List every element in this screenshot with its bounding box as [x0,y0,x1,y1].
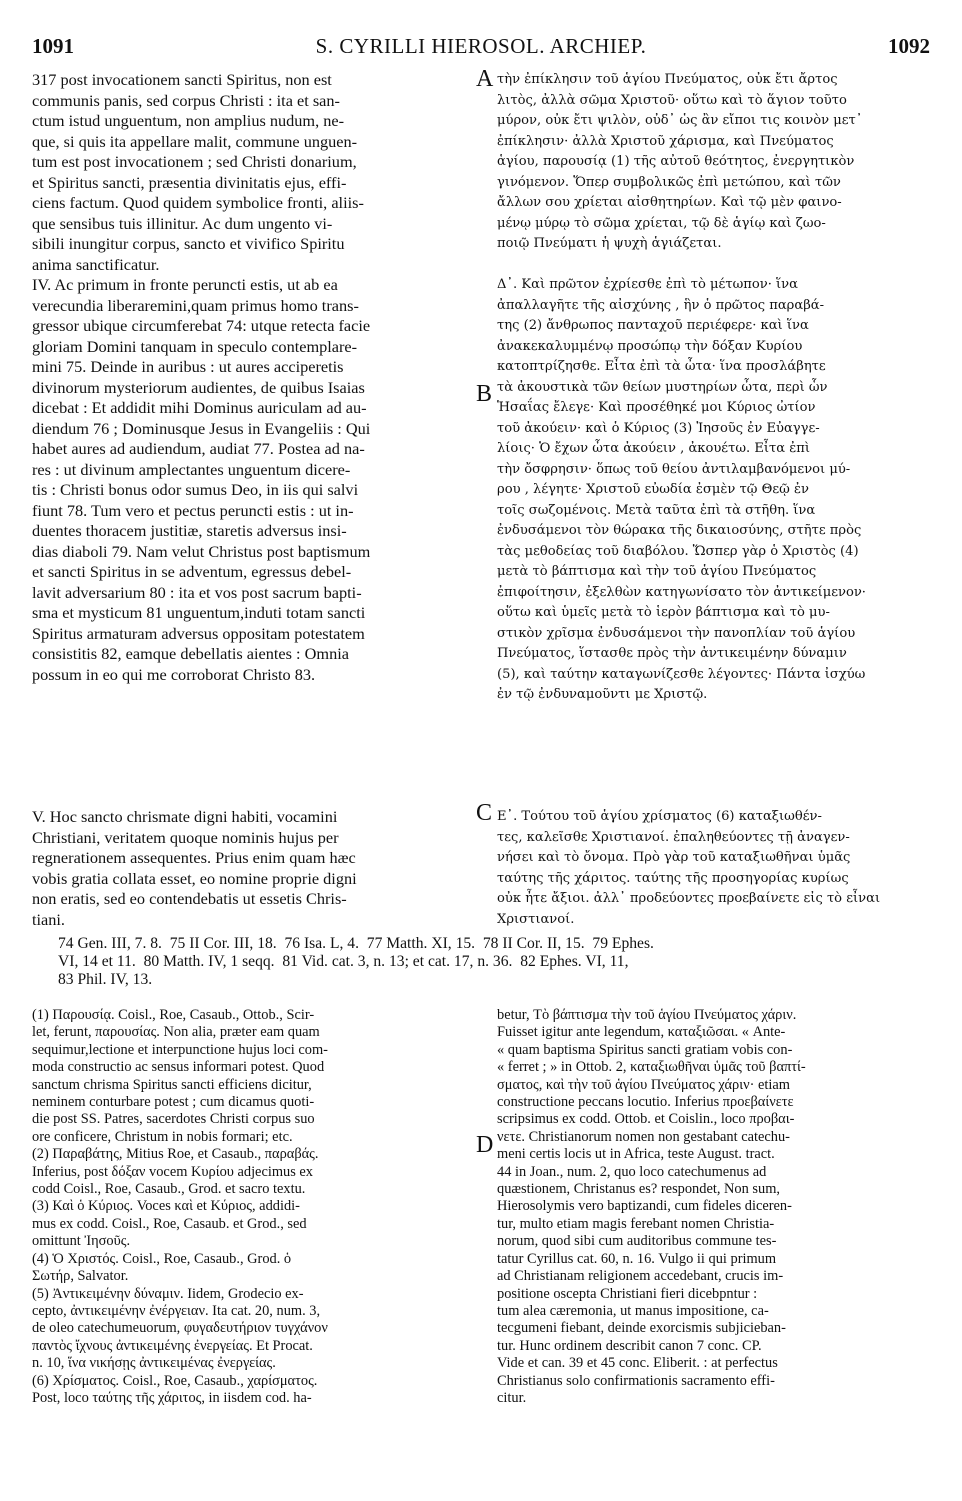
greek-text-line: Ε᾽. Τούτου τοῦ ἁγίου χρίσματος (6) καταξιωθέν- [497,809,822,824]
footnote-line: sanctum chrisma Spiritus sancti efficiens dicitur, [32,1076,312,1093]
greek-text-line: νήσει καὶ τὸ ὄνομα. Πρὸ γὰρ τοῦ καταξιωθῆναι ὑμᾶς [497,850,851,865]
latin-text-line: que sensibus tuis illinitur. Ac dum ungento vi- [32,213,333,233]
greek-text-line: τὴν ὄσφρησιν· ὅπως τοῦ θείου ἀντιλαμβανόμενοι μύ- [497,461,851,477]
footnote-line: sequimur,lectione et interpunctione hujus loci com- [32,1041,328,1058]
footnote-line: omittunt Ἰησοῦς. [32,1233,131,1250]
footnote-line: mus ex codd. Coisl., Roe, Casaub. et Grod., sed [32,1215,307,1232]
latin-text-line: Spiritus armaturam adversus oppositam potestatem [32,623,365,643]
greek-text-line: οὐκ ἦτε ἄξιοι. ἀλλ᾽ προδεύοντες προεβαίνετε εἰς τὸ εἶναι [497,891,881,906]
margin-letter-c: C [476,800,493,826]
greek-text-line: τὴν ἐπίκλησιν τοῦ ἁγίου Πνεύματος, οὐκ ἔτι ἄρτος [497,72,838,87]
latin-text-line: fiunt 78. Tum vero et pectus peruncti estis : ut in- [32,500,354,520]
greek-text-line: ἐνδυσάμενοι τὸν θώρακα τῆς δικαιοσύνης, στῆτε πρὸς [497,523,862,538]
latin-text-line: tum est post invocationem ; sed Christi donarium, [32,152,357,171]
footnote-line: νετε. Christianorum nomen non gestabant catechu- [497,1128,790,1145]
latin-text-line: dicebat : Et addidit mihi Dominus auriculam ad au- [32,398,367,417]
footnote-line: citur. [497,1389,527,1406]
footnotes-right [497,1007,937,1407]
latin-text-line: tis : Christi bonus odor sumus Deo, in iis qui salvi [32,480,359,499]
footnote-line: Christianus solo confirmationis sacramento effi- [497,1372,775,1389]
greek-text-line: της (2) ἄνθρωπος πανταχοῦ περιέφερε· καὶ ἵνα [497,318,809,333]
greek-text-line: γινόμενον. Ὅπερ συμβολικῶς ἐπὶ μετώπου, καὶ τῶν [497,174,841,190]
greek-text-line: Χριστιανοί. [497,911,575,927]
footnote-line: σματος, καὶ τὴν τοῦ ἁγίου Πνεύματος χάριν· etiam [497,1076,790,1093]
greek-text-line: ἀνακεκαλυμμένῳ προσώπῳ τὴν δόξαν Κυρίου [497,338,803,354]
greek-text-line: ταύτης τῆς χάριτος. ταύτης τῆς προσηγορίας κυρίως [497,870,849,886]
greek-text-line: οὕτω καὶ ὑμεῖς μετὰ τὸ ἱερὸν βάπτισμα καὶ τὸ μυ- [497,605,830,620]
footnote-line: meni certis locis ut in Africa, teste August. tract. [497,1146,775,1163]
latin-text-line: possum in eo qui me corroborat Christo 83. [32,664,316,684]
footnote-line: scripsimus ex codd. Ottob. et Coislin., loco προβαι- [497,1111,795,1128]
latin-text-line: ciens factum. Quod quidem symbolice fronti, aliis- [32,193,364,212]
latin-text-line: gressor ubique circumferebat 74: utque retecta facie [32,316,371,335]
latin-text-line: sma et mysticum 81 unguentum,induti totam sancti [32,603,366,622]
footnote-line: Σωτήρ, Salvator. [32,1268,129,1285]
latin-text-line: IV. Ac primum in fronte peruncti estis, ut ab ea [32,275,338,294]
footnote-line: tecgumeni fiebant, deinde exorcismis subjicieban- [497,1320,786,1337]
latin-text-line: et sancti Spiritus in se adventum, egressus debel- [32,562,352,581]
latin-text-line: lavit adversarium 80 : ita et vos post sacrum bapti- [32,582,362,602]
greek-text-line [497,255,935,276]
greek-text-line: ἄλλων σου χρίεται αἰσθητηρίων. Καὶ τῷ μὲν φαινο- [497,195,842,210]
latin-text-line: communis panis, sed corpus Christi : ita et san- [32,90,340,110]
greek-text-line: λίοις· Ὁ ἔχων ὦτα ἀκούειν , ἀκουέτω. Εἶτα ἐπὶ [497,441,811,456]
greek-text-line: μετὰ τὸ βάπτισμα καὶ τὴν τοῦ ἁγίου Πνεύματος [497,564,817,579]
reference-line: 74 Gen. III, 7. 8. 75 II Cor. III, 18. 76 Isa. L, 4. 77 Matth. XI, 15. 78 II Cor. II, 15. 79 Ephes. [58,935,654,952]
scripture-references [58,935,938,990]
footnote-line: tur. Hunc ordinem describit canon 7 conc. CP. [497,1337,762,1354]
latin-text-line: que, si quis ita appellare malit, commune unguen- [32,131,358,151]
latin-text-line: ctum istud unguentum, non amplius nudum, ne- [32,111,345,130]
footnote-line: παντὸς ἴχνους ἀντικειμένης ἐνεργείας. Et Procat. [32,1337,313,1354]
greek-column-main [497,70,935,706]
latin-text-line: non eratis, sed eo contendebatis ut essetis Chris- [32,889,347,908]
footnote-line: 44 in Joan., num. 2, quo loco catechumenus ad [497,1163,767,1180]
footnote-line: Inferius, post δόξαν vocem Κυρίου adjecimus ex [32,1163,314,1180]
latin-text-line: anima sanctificatur. [32,254,160,274]
greek-text-line: ἐπιφοίτησιν, ἐξελθὼν κατηγωνίσατο τὸν ἀντικείμενον· [497,584,866,600]
latin-text-line: consistitis 82, eamque debellatis aientes : Omnia [32,644,349,663]
footnote-line: constructione peccans locutio. Inferius προεβαίνετε [497,1094,794,1111]
footnote-line: Post, loco ταύτης τῆς χάριτος, in iisdem cod. ha- [32,1389,312,1406]
footnote-line: codd Coisl., Roe, Casaub., Grod. et sacro textu. [32,1181,306,1198]
latin-text-line: tiani. [32,909,66,929]
footnote-line: neminem conturbare potest ; cum dicamus quoti- [32,1094,315,1111]
footnote-line: norum, quod sibi cum auditoribus commune tes- [497,1233,777,1250]
footnote-line: de oleo catechumeuorum, φυγαδευτήριον τυγχάνον [32,1320,328,1337]
footnote-line: let, ferunt, παρουσίας. Non alia, præter eam quam [32,1024,320,1041]
latin-text-line: verecundia liberaremini,quam primus homo trans- [32,295,359,315]
footnote-line: (1) Παρουσίᾳ. Coisl., Roe, Casaub., Ottob., Scir- [32,1007,315,1023]
latin-text-line: habet aures ad audiendum, audiat 77. Postea ad na- [32,439,365,458]
latin-text-line: gloriam Domini tanquam in speculo contemplare- [32,336,358,356]
greek-text-line: Πνεύματος, ἵστασθε πρὸς τὴν ἀντικειμένην δύναμιν [497,646,847,661]
footnote-line: die post SS. Patres, sacerdotes Christi corpus suo [32,1111,315,1128]
greek-text-line: τοῦ ἀκούειν· καὶ ὁ Κύριος (3) Ἰησοῦς ἐν Εὐαγγε- [497,420,820,436]
latin-text-line: et Spiritus sancti, præsentia divinitatis ejus, effi- [32,172,347,192]
footnote-line: (2) Παραβάτης, Mitius Roe, et Casaub., παραβάς. [32,1146,319,1163]
reference-line: VI, 14 et 11. 80 Matth. IV, 1 seqq. 81 Vid. cat. 3, n. 13; et cat. 17, n. 36. 82 Ephes. VI, 11, [58,953,629,971]
greek-text-line: ἐπίκλησιν· ἀλλὰ Χριστοῦ χάρισμα, καὶ Πνεύματος [497,133,834,149]
footnote-line: « quam baptisma Spiritus sancti gratiam vobis con- [497,1041,793,1058]
running-title: S. CYRILLI HIEROSOL. ARCHIEP. [315,34,647,58]
footnote-line: positione oscepta Christiani fieri dicebpntur : [497,1285,758,1302]
greek-text-line: μύρον, οὐκ ἔτι ψιλὸν, οὐδ᾽ ὡς ἂν εἴποι τις κοινὸν μετ᾽ [497,113,863,128]
footnote-line: moda constructio ac sensus informari potest. Quod [32,1059,325,1076]
margin-letter-b: B [476,381,493,407]
footnote-line: Fuisset igitur ante legendum, καταξιῶσαι. « Ante- [497,1024,786,1041]
greek-text-line: μένῳ μύρῳ τὸ σῶμα χρίεται, τῷ δὲ ἁγίῳ καὶ ζωο- [497,215,826,231]
greek-text-line: τες, καλεῖσθε Χριστιανοί. ἐπαληθεύοντες τῇ ἀναγεν- [497,829,850,845]
footnote-line: tur, multo etiam magis ferebant nomen Christia- [497,1215,775,1232]
greek-text-line: τὰς μεθοδείας τοῦ διαβόλου. Ὥσπερ γὰρ ὁ Χριστὸς (4) [497,543,859,559]
greek-text-line: κατοπτρίζησθε. Εἶτα ἐπὶ τὰ ὦτα· ἵνα προσλάβητε [497,359,826,374]
latin-text-line: V. Hoc sancto chrismate digni habiti, vocamini [32,807,338,826]
page-number-left: 1091 [32,34,74,58]
latin-text-line: sibili inungitur corpus, sancto et vivifico Spiritu [32,234,345,253]
footnote-line: ore conficere, Christum in nobis formari; etc. [32,1128,293,1145]
latin-text-line: dias diaboli 79. Nam velut Christus post baptismum [32,541,371,561]
footnote-line: Vide et can. 39 et 45 conc. Eliberit. : at perfectus [497,1355,778,1372]
latin-text-line: Christiani, veritatem quoque nominis hujus per [32,827,339,847]
latin-text-line: divinorum mysteriorum audientes, de quibus Isaias [32,377,365,397]
footnote-line: betur, Τὸ βάπτισμα τὴν τοῦ ἁγίου Πνεύματος χάριν. [497,1007,797,1023]
greek-text-line: λιτὸς, ἀλλὰ σῶμα Χριστοῦ· οὕτω καὶ τὸ ἅγιον τοῦτο [497,92,847,108]
greek-text-line: ποιῷ Πνεύματι ἡ ψυχὴ ἁγιάζεται. [497,236,722,251]
margin-letter-a: A [476,66,494,92]
greek-section-v [497,807,935,930]
footnote-line: cepto, ἀντικειμένην ἐνέργειαν. Ita cat. 20, num. 3, [32,1302,321,1319]
footnote-line: Hierosolymis vero baptizandi, cum fideles diceren- [497,1198,792,1215]
greek-text-line: Ἡσαΐας ἔλεγε· Καὶ προσέθηκέ μοι Κύριος ὠτίον [497,400,816,415]
footnote-line: (4) Ὁ Χριστός. Coisl., Roe, Casaub., Grod. ὁ [32,1250,292,1267]
greek-text-line: τοῖς σωζομένοις. Μετὰ ταῦτα ἐπὶ τὰ στῆθη. ἵνα [497,502,816,518]
greek-text-line: τὰ ἀκουστικὰ τῶν θείων μυστηρίων ὦτα, περὶ ὧν [497,379,828,395]
greek-text-line: ρου , λέγητε· Χριστοῦ εὐωδία ἐσμὲν τῷ Θεῷ ἐν [497,482,809,497]
greek-text-line: (5), καὶ ταύτην καταγωνίζεσθε λέγοντες· Πάντα ἰσχύω [497,666,866,682]
footnote-line: quæstionem, Christanus es? respondet, Non sum, [497,1181,780,1198]
reference-line: 83 Phil. IV, 13. [58,971,153,989]
footnote-line: (6) Χρίσματος. Coisl., Roe, Casaub., χαρίσματος. [32,1372,318,1389]
greek-text-line: ἁγίου, παρουσίᾳ (1) τῆς αὐτοῦ θεότητος, ἐνεργητικὸν [497,154,855,169]
latin-section-v [32,807,474,930]
greek-text-line: ἀπαλλαγῆτε τῆς αἰσχύνης , ἣν ὁ πρῶτος παραβά- [497,297,825,313]
latin-text-line: duentes thoracem justitiæ, staretis adversus insi- [32,521,347,540]
footnote-line: (3) Καὶ ὁ Κύριος. Voces καὶ et Κύριος, addidi- [32,1198,300,1215]
footnotes-left [32,1007,472,1407]
latin-text-line: res : ut divinum amplectantes unguentum dicere- [32,459,351,479]
footnote-line: ad Christianam religionem accedebant, crucis im- [497,1268,784,1285]
margin-letter-d: D [476,1132,494,1158]
footnote-line: « ferret ; » in Ottob. 2, καταξιωθῆναι ὑμᾶς τοῦ βαπτί- [497,1059,806,1076]
running-header [32,34,930,64]
footnote-line: n. 10, ἵνα νικήσῃς ἀντικειμένας ἐνεργείας. [32,1355,276,1372]
latin-text-line: regnerationem assequentes. Prius enim quam hæc [32,848,356,867]
greek-text-line: Δ᾽. Καὶ πρῶτον ἐχρίεσθε ἐπὶ τὸ μέτωπον· ἵνα [497,277,798,292]
latin-text-line: 317 post invocationem sancti Spiritus, non est [32,70,332,89]
latin-text-line: mini 75. Deinde in auribus : ut aures acciperetis [32,357,344,376]
footnote-line: (5) Ἀντικειμένην δύναμιν. Iidem, Grodecio ex- [32,1285,304,1302]
greek-text-line: ἐν τῷ ἐνδυναμοῦντι με Χριστῷ. [497,687,708,702]
latin-text-line: vobis gratia collata esset, eo nomine proprie digni [32,868,357,888]
greek-text-line: στικὸν χρῖσμα ἐνδυσάμενοι τὴν πανοπλίαν τοῦ ἁγίου [497,625,856,641]
footnote-line: tum alea cæremonia, ut manus impositione, ca- [497,1302,769,1319]
footnote-line: tatur Cyrillus cat. 60, n. 16. Vulgo ii qui primum [497,1250,777,1267]
page-number-right: 1092 [888,34,930,58]
latin-text-line: diendum 76 ; Dominusque Jesus in Evangeliis : Qui [32,418,371,438]
latin-column-main [32,70,474,685]
